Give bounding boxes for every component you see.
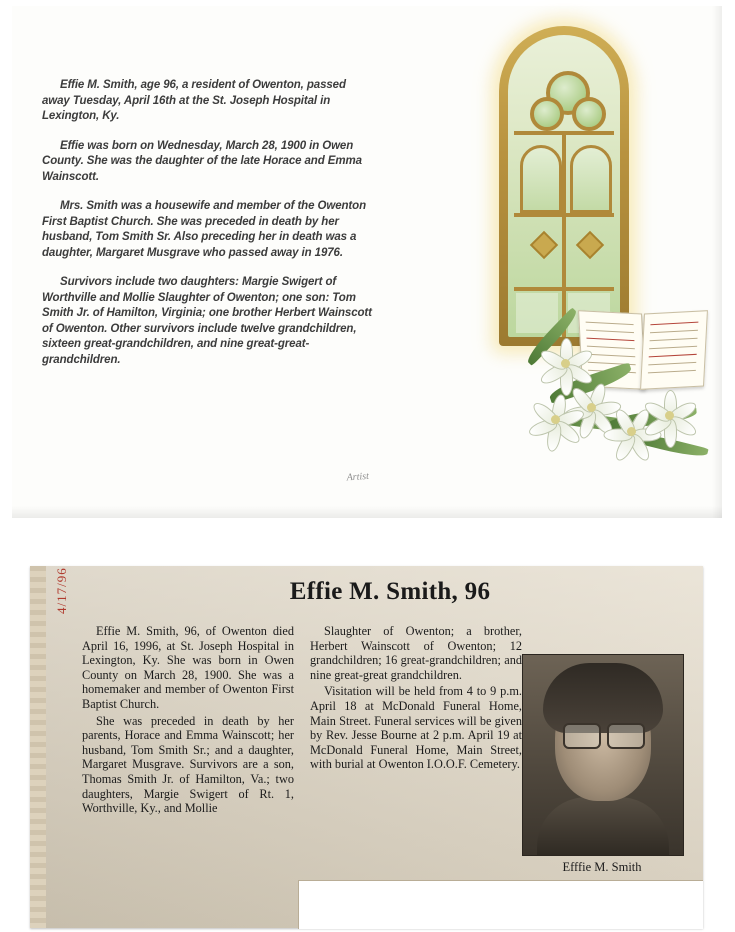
lily-flower xyxy=(642,388,696,442)
card-paper xyxy=(12,6,722,518)
card-obituary-text xyxy=(42,78,372,382)
mullion xyxy=(514,131,614,135)
clipping-paragraph: She was preceded in death by her parents, Horace and Emma Wainscott; her husband, Tom Smith Sr.; and a daughter, Margaret Musgrave. Survivors are a son, Thomas Smith Jr. of Hamilton, Va.; two daughters, Margie Swigert of Rt. 1, Worthville, Ky., and Mollie xyxy=(82,713,294,816)
card-paragraph: Survivors include two daughters: Margie Swigert of Worthville and Mollie Slaughter of Owenton; one son: Tom Smith Jr. of Hamilton, Virginia; one brother Herbert Wainscott of Owenton. Other survivors include twelve grandchildren, sixteen great-grandchildren, and nine great-great-grandchildren. xyxy=(42,276,372,366)
scan-edge-bottom xyxy=(12,506,722,518)
photo-glasses-right xyxy=(607,723,645,749)
card-paragraph: Mrs. Smith was a housewife and member of the Owenton First Baptist Church. She was preceded in death by her husband, Tom Smith Sr. Also preceding her in death was a daughter, Margaret Musgrave who passed away in 1976. xyxy=(42,200,366,259)
trefoil-ornament xyxy=(530,97,564,131)
mullion xyxy=(514,213,614,217)
clipping-paragraph: Effie M. Smith, 96, of Owenton died April 16, 1996, at St. Joseph Hospital in Lexington, Ky. She was born in Owen County on March 28, 1900. She was a homemaker and member of Owenton First Baptist Church. xyxy=(82,624,294,711)
clipping-cut-notch xyxy=(298,880,703,929)
clipping-paragraph: Slaughter of Owenton; a brother, Herbert Wainscott of Owenton; 12 grandchildren; 16 great-grandchildren; and nine great-great grandchildren. xyxy=(310,624,522,682)
clipping-column-1 xyxy=(82,624,294,818)
lily-flower xyxy=(528,392,582,446)
card-paragraph: Effie was born on Wednesday, March 28, 1900 in Owen County. She was the daughter of the late Horace and Emma Wainscott. xyxy=(42,139,362,183)
card-paragraph: Effie M. Smith, age 96, a resident of Owenton, passed away Tuesday, April 16th at the St. Joseph Hospital in Lexington, Ky. xyxy=(42,79,346,122)
portrait-photo xyxy=(522,654,684,856)
window-arch-panel xyxy=(520,145,562,213)
torn-edge xyxy=(30,566,46,928)
handwritten-date: 4/17/96 xyxy=(54,567,69,614)
diamond-ornament xyxy=(530,231,558,259)
newspaper-clipping-scan xyxy=(0,538,735,932)
photo-shoulders xyxy=(537,797,669,856)
window-glass xyxy=(508,35,620,337)
clipping-paragraph: Visitation will be held from 4 to 9 p.m. April 18 at McDonald Funeral Home, Main Street. Funeral services will be given by Rev. Jesse Bourne at 2 p.m. April 19 at McDonald Funeral Home, Main Street, with burial at Owenton I.O.O.F. Cemetery. xyxy=(310,684,522,772)
trefoil-ornament xyxy=(572,97,606,131)
easter-lilies-illustration xyxy=(512,296,732,466)
scan-edge-right xyxy=(712,6,722,518)
mullion xyxy=(514,287,614,291)
photo-caption: Efffie M. Smith xyxy=(562,860,642,874)
diamond-ornament xyxy=(576,231,604,259)
newspaper-clipping xyxy=(30,566,703,928)
photo-glasses-left xyxy=(563,723,601,749)
clipping-column-2 xyxy=(310,624,522,774)
clipping-headline: Effie M. Smith, 96 xyxy=(289,578,491,605)
photo-hair xyxy=(543,663,663,733)
artist-signature: Artist xyxy=(346,470,370,484)
window-arch-panel xyxy=(570,145,612,213)
